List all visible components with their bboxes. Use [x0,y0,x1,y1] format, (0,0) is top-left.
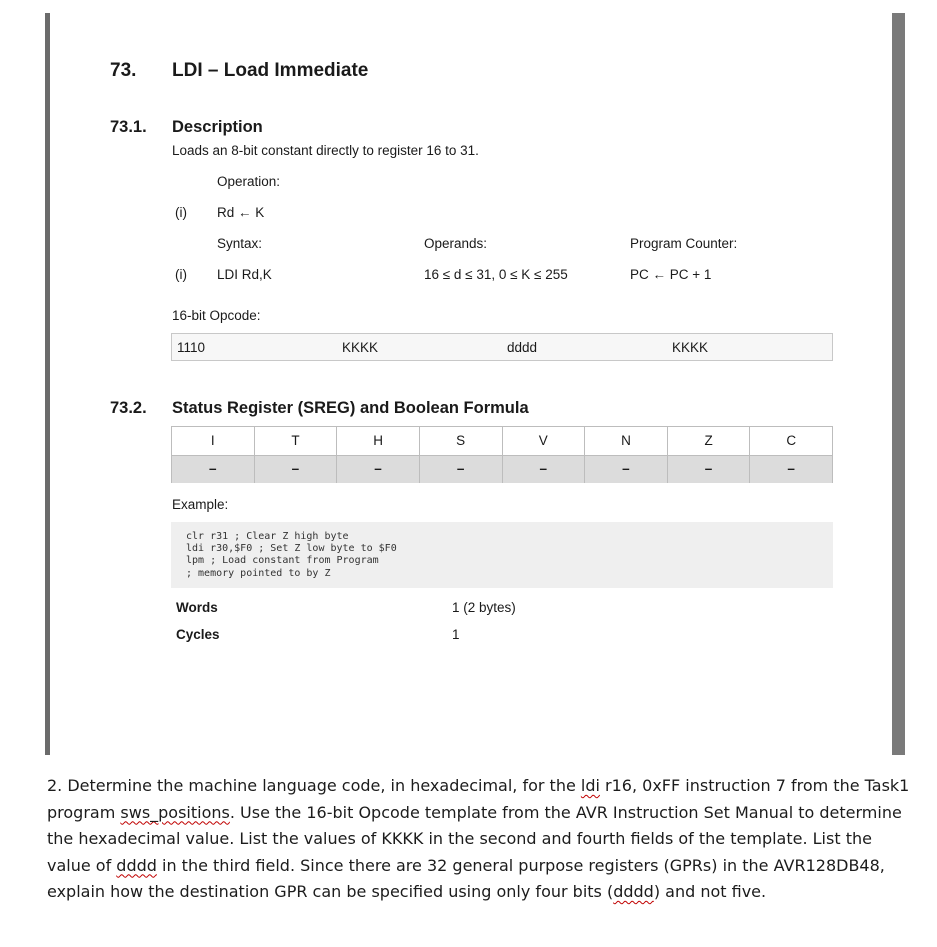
example-code-block [171,522,833,588]
left-margin-bar [45,13,50,755]
code-line-4: ; memory pointed to by Z [186,567,331,579]
syntax-value: LDI Rd,K [217,267,272,282]
sreg-flag-s: S [420,427,503,455]
sreg-value-s: – [420,456,503,483]
sreg-value-z: – [668,456,751,483]
opcode-field-1: 1110 [177,340,206,355]
opcode-label: 16-bit Opcode: [172,308,261,323]
code-line-1: clr r31 ; Clear Z high byte [186,531,349,542]
description-heading: Description [172,118,263,136]
sreg-flag-row [172,427,832,455]
program-counter-value: PC ← PC + 1 [630,267,712,282]
section-number: 73. [110,60,137,81]
sreg-value-t: – [255,456,338,483]
code-line-3: lpm ; Load constant from Program [186,555,379,567]
syntax-label: Syntax: [217,236,263,251]
question-text-4: in the third field. Since there are 32 general purpose registers (GPRs) in the AVR128DB48, explain how the destination GPR can be specified using only four bits ( [47,855,885,901]
operation-label: Operation: [217,174,281,189]
right-margin-bar [892,13,905,755]
operation-formula: Rd ← K [217,205,265,220]
question-text-5: ) and not five. [653,882,767,901]
code-line-2: ldi r30,$F0 ; Set Z low byte to $F0 [186,543,397,555]
spellcheck-word-ldi: ldi [580,776,600,795]
opcode-field-3: dddd [507,340,538,355]
sreg-heading: Status Register (SREG) and Boolean Formula [172,399,529,417]
sreg-value-i: – [172,456,255,483]
sreg-number: 73.2. [110,399,147,417]
sreg-value-v: – [503,456,586,483]
sreg-value-h: – [337,456,420,483]
question-text-2: r16, 0xFF instruction 7 from the Task1 program [47,776,910,822]
sreg-table [171,426,833,483]
sreg-flag-z: Z [668,427,751,455]
spellcheck-word-sws-positions: sws_positions [120,802,230,822]
operands-value: 16 ≤ d ≤ 31, 0 ≤ K ≤ 255 [424,267,568,282]
section-title: LDI – Load Immediate [172,60,369,81]
description-number: 73.1. [110,118,147,136]
words-value: 1 (2 bytes) [452,600,516,615]
sreg-flag-h: H [337,427,420,455]
cycles-label: Cycles [176,627,220,642]
opcode-table [171,333,833,361]
opcode-field-4: KKKK [672,340,709,355]
sreg-value-c: – [787,461,795,476]
question-paragraph [47,773,912,906]
question-text-1: 2. Determine the machine language code, in hexadecimal, for the [47,776,581,795]
sreg-value-n: – [585,456,668,483]
sreg-flag-v: V [503,427,586,455]
operation-index: (i) [175,205,187,220]
sreg-flag-t: T [255,427,338,455]
sreg-flag-c: C [786,433,797,448]
cycles-value: 1 [452,627,460,642]
words-label: Words [176,600,218,615]
question-text-3: . Use the 16-bit Opcode template from the AVR Instruction Set Manual to determine the hexadecimal value. List the values of KKKK in the second and fourth fields of the template. List the value of [47,802,902,875]
sreg-value-row [172,455,832,483]
operands-label: Operands: [424,236,488,251]
opcode-field-2: KKKK [342,340,379,355]
syntax-index: (i) [175,267,187,282]
example-label: Example: [172,497,229,512]
sreg-flag-i: I [172,427,255,455]
spellcheck-word-dddd-2: dddd [613,882,654,901]
description-text: Loads an 8-bit constant directly to register 16 to 31. [172,143,479,158]
program-counter-label: Program Counter: [630,236,738,251]
sreg-flag-n: N [585,427,668,455]
spellcheck-word-dddd-1: dddd [116,855,157,875]
